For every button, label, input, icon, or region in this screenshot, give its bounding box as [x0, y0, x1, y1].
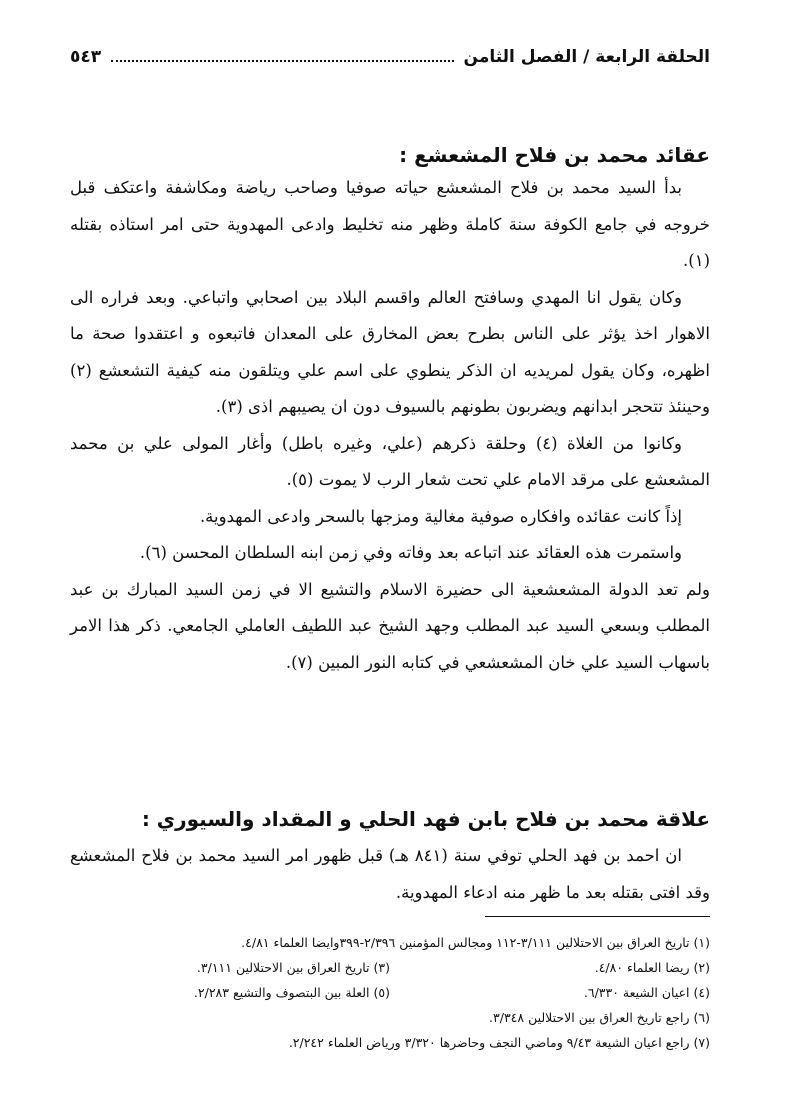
paragraph: وكان يقول انا المهدي وسافتح العالم واقسم البلاد بين اصحابي واتباعي. وبعد فراره الى الاهوار اخذ يؤثر على الناس بطرح بعض المخارق على المعدان فاتبعوه و اعتقدوا صحة ما اظهره، وكان يقول لمريديه ان الذكر ينطوي على اسم علي ويتلقون منه كيفية التشعشع (٢) وحينئذ تتحجر ابدانهم ويضربون بطونهم بالسيوف دون ان يصيبهم اذى (٣). — [70, 287, 710, 416]
header-title: الحلقة الرابعة / الفصل الثامن — [463, 47, 710, 67]
paragraph: بدأ السيد محمد بن فلاح المشعشع حياته صوفيا وصاحب رياضة ومكاشفة واعتكف قبل خروجه في جامع الكوفة سنة كاملة وظهر منه تخليط وادعى المهدوية حتى امر استاذه بقتله (١). — [70, 178, 710, 270]
footnote-7: (٧) راجع اعيان الشيعة ٩/٤٣ وماضي النجف وحاضرها ٣/٣٢٠ ورياض العلماء ٢/٢٤٢. — [288, 1035, 710, 1050]
paragraph: ولم تعد الدولة المشعشعية الى حضيرة الاسلام والتشيع الا في زمن السيد المبارك بن عبد المطلب وبسعي السيد عبد المطلب وجهد الشيخ عبد اللطيف العاملي الجامعي. ذكر هذا الامر باسهاب السيد علي خان المشعشعي في كتابه النور المبين (٧). — [70, 579, 710, 672]
footnote-1: (١) تاريخ العراق بين الاحتلالين ٣/١١١-١١٢ ومجالس المؤمنين ٢/٣٩٦-٣٩٩وايضا العلماء ٤/٨١. — [241, 935, 710, 950]
section-body-beliefs — [70, 170, 710, 681]
running-header — [70, 34, 710, 80]
book-page — [70, 0, 710, 1116]
paragraph: إذاً كانت عقائده وافكاره صوفية مغالية ومزجها بالسحر وادعى المهدوية. — [199, 506, 682, 526]
footnotes — [70, 930, 710, 1055]
footnote-separator — [485, 916, 710, 917]
footnote-5: (٥) العلة بين البتصوف والتشيع ٢/٢٨٣. — [193, 985, 390, 1000]
paragraph: واستمرت هذه العقائد عند اتباعه بعد وفاته وفي زمن ابنه السلطان المحسن (٦). — [139, 543, 682, 562]
section-body-relation — [70, 838, 710, 911]
footnote-row — [70, 955, 710, 980]
paragraph: ان احمد بن فهد الحلي توفي سنة (٨٤١ هـ) قبل ظهور امر السيد محمد بن فلاح المشعشع وقد افتى بقتله بعد ما ظهر منه ادعاء المهدوية. — [70, 846, 710, 902]
footnote-3: (٣) تاريخ العراق بين الاحتلالين ٣/١١١. — [196, 960, 390, 975]
footnote-row — [70, 980, 710, 1005]
footnote-2: (٢) ريضا العلماء ٤/٨٠. — [594, 960, 710, 975]
section-heading-beliefs: عقائد محمد بن فلاح المشعشع : — [399, 143, 710, 167]
paragraph: وكانوا من الغلاة (٤) وحلقة ذكرهم (علي، وغيره باطل) وأغار المولى علي بن محمد المشعشع على مرقد الامام علي تحت شعار الرب لا يموت (٥). — [70, 433, 710, 489]
footnote-4: (٤) اعيان الشيعة ٦/٣٣٠. — [583, 985, 710, 1000]
page-number: ٥٤٣ — [70, 47, 102, 67]
section-heading-relation: علاقة محمد بن فلاح بابن فهد الحلي و المقداد والسيوري : — [141, 807, 710, 831]
footnote-6: (٦) راجع تاريخ العراق بين الاحتلالين ٣/٣٤٨. — [489, 1010, 710, 1025]
header-dot-leader — [111, 60, 453, 62]
